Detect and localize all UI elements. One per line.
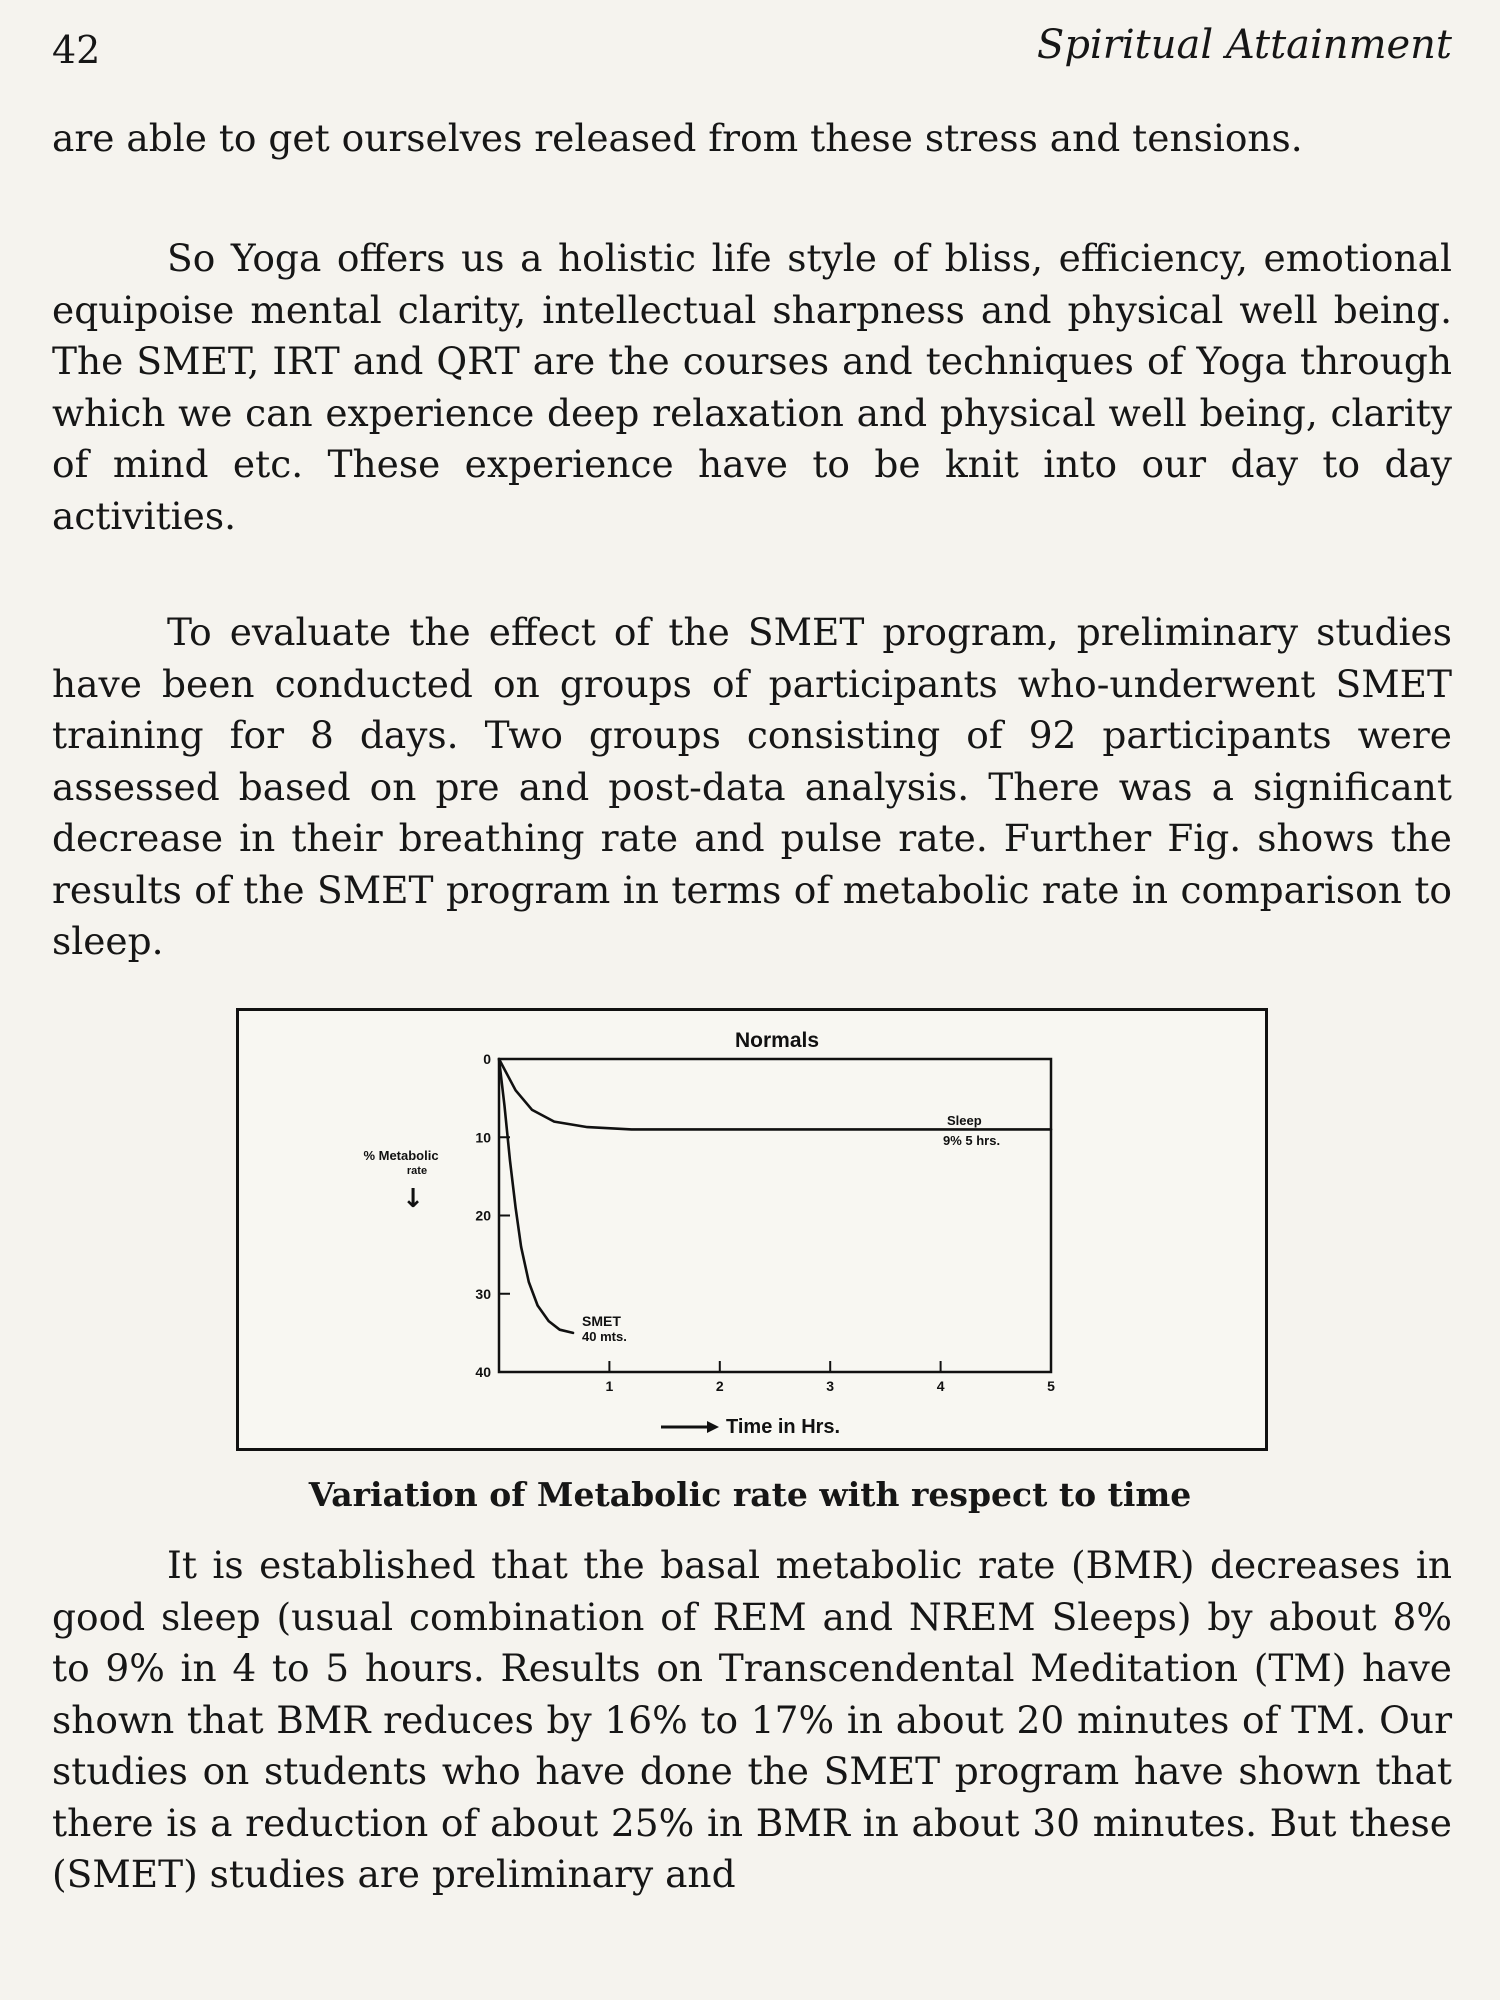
metabolic-rate-figure: [236, 1008, 1268, 1451]
y-tick-label: 30: [475, 1285, 491, 1302]
x-tick-label: 3: [826, 1378, 835, 1394]
paragraph-3: To evaluate the effect of the SMET program, preliminary studies have been conducted on groups of participants who-underwent SMET training for 8 days. Two groups consisting of 92 participants were assessed based on pre and post-data analysis. There was a significant decrease in their breathing rate and pulse rate. Further Fig. shows the results of the SMET program in terms of metabolic rate in comparison to sleep.: [52, 610, 1452, 963]
x-axis-label: Time in Hrs.: [726, 1416, 841, 1438]
y-axis-label-line2: rate: [406, 1165, 428, 1177]
page-header: [52, 22, 1452, 74]
paragraph-2: So Yoga offers us a holistic life style of bliss, efficiency, emotional equipoise mental clarity, intellectual sharpness and physical well being. The SMET, IRT and QRT are the courses and techniques of Yoga through which we can experience deep relaxation and physical well being, clarity of mind etc. These experience have to be knit into our day to day activities.: [52, 236, 1452, 538]
y-tick-label: 10: [475, 1129, 491, 1146]
x-axis-arrow-icon: [661, 1421, 719, 1433]
x-tick-label: 2: [715, 1378, 724, 1394]
y-tick-label: 0: [483, 1051, 491, 1067]
x-tick-label: 1: [605, 1378, 614, 1394]
y-axis-down-arrow-icon: ↓: [402, 1184, 424, 1214]
paragraph-1: are able to get ourselves released from these stress and tensions.: [52, 116, 1303, 160]
y-tick-label: 20: [475, 1207, 491, 1224]
sleep-annotation: Sleep: [947, 1113, 982, 1128]
sleep-annotation-detail: 9% 5 hrs.: [943, 1133, 1001, 1148]
smet-annotation-detail: 40 mts.: [582, 1329, 627, 1344]
metabolic-rate-chart: [239, 1011, 1265, 1448]
x-tick-label: 4: [936, 1378, 945, 1394]
figure-caption: Variation of Metabolic rate with respect to time: [308, 1475, 1192, 1514]
page-number: 42: [52, 28, 101, 72]
smet-series-line: [499, 1059, 573, 1333]
paragraph-4: It is established that the basal metabolic rate (BMR) decreases in good sleep (usual combination of REM and NREM Sleeps) by about 8% to 9% in 4 to 5 hours. Results on Transcendental Meditation (TM) have shown that BMR reduces by 16% to 17% in about 20 minutes of TM. Our studies on students who have done the SMET program have shown that there is a reduction of about 25% in BMR in about 30 minutes. But these (SMET) studies are preliminary and: [52, 1543, 1452, 1896]
smet-annotation: SMET: [582, 1313, 621, 1329]
running-title: Spiritual Attainment: [1036, 22, 1452, 68]
chart-title: Normals: [734, 1029, 820, 1052]
y-tick-label: 40: [475, 1364, 491, 1380]
y-axis-label-line1: % Metabolic: [363, 1148, 439, 1163]
x-tick-label: 5: [1047, 1378, 1055, 1394]
